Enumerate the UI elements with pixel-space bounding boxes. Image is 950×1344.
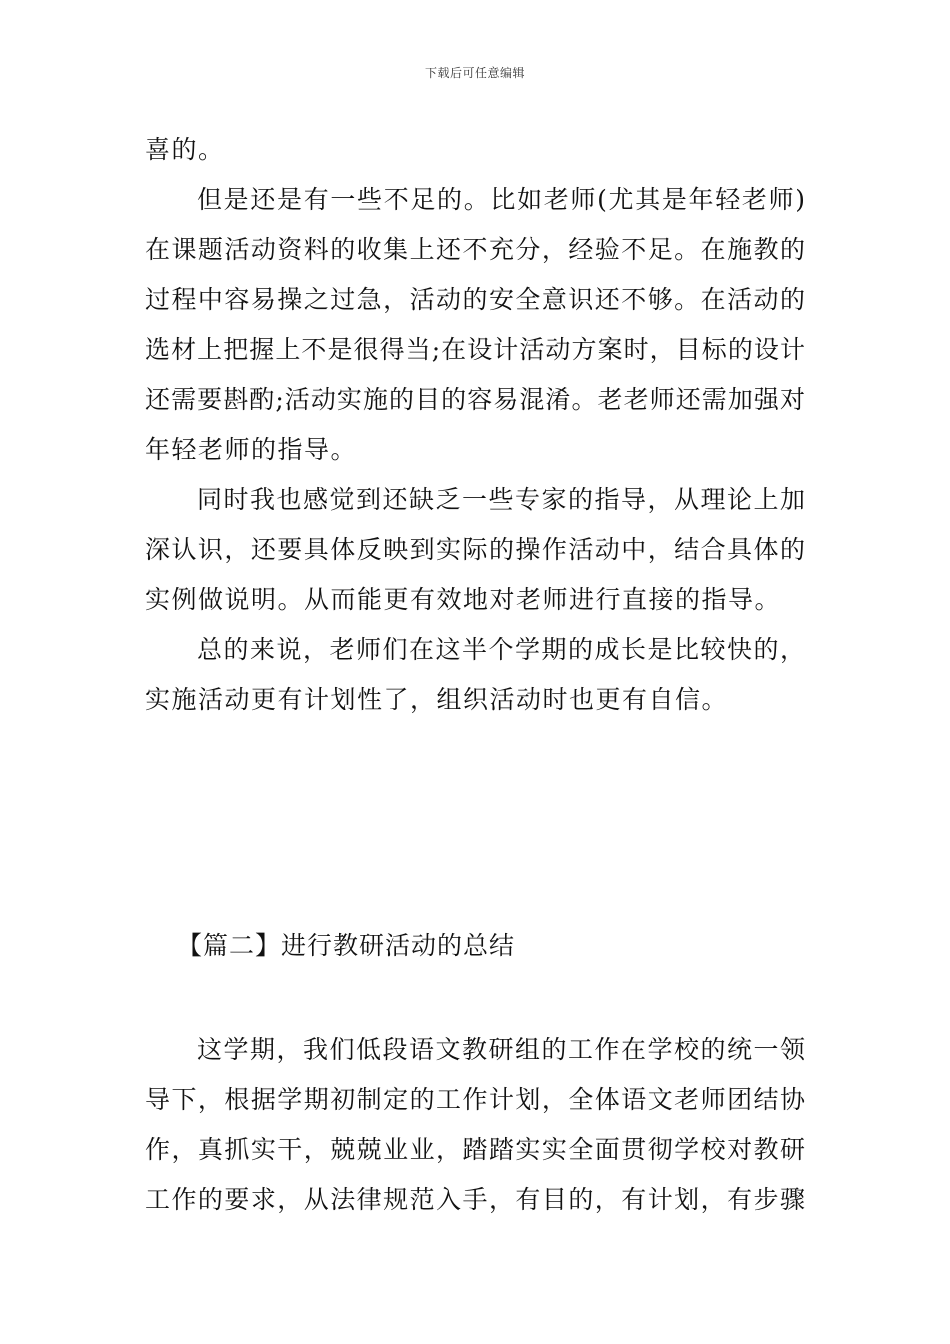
paragraph-line: 导下，根据学期初制定的工作计划，全体语文老师团结协 [145,1085,805,1114]
paragraph-line: 在课题活动资料的收集上还不充分，经验不足。在施教的 [145,235,805,264]
paragraph-line: 深认识，还要具体反映到实际的操作活动中，结合具体的 [145,535,805,564]
paragraph-line: 喜的。 [145,135,225,164]
paragraph-line: 过程中容易操之过急，活动的安全意识还不够。在活动的 [145,285,805,314]
paragraph-line: 作，真抓实干，兢兢业业，踏踏实实全面贯彻学校对教研 [145,1135,805,1164]
paragraph-line: 还需要斟酌;活动实施的目的容易混淆。老老师还需加强对 [145,385,805,414]
paragraph-line: 实例做说明。从而能更有效地对老师进行直接的指导。 [145,585,782,614]
paragraph-line: 实施活动更有计划性了，组织活动时也更有自信。 [145,685,729,714]
paragraph-line: 总的来说，老师们在这半个学期的成长是比较快的， [197,635,805,664]
paragraph-line: 但是还是有一些不足的。比如老师(尤其是年轻老师) [197,185,805,214]
paragraph-line: 这学期，我们低段语文教研组的工作在学校的统一领 [197,1035,805,1064]
paragraph-line: 年轻老师的指导。 [145,435,358,464]
paragraph-line: 选材上把握上不是很得当;在设计活动方案时，目标的设计 [145,335,805,364]
section-heading: 【篇二】进行教研活动的总结 [177,931,516,960]
paragraph-line: 同时我也感觉到还缺乏一些专家的指导，从理论上加 [197,485,805,514]
paragraph-line: 工作的要求，从法律规范入手，有目的，有计划，有步骤 [145,1185,805,1214]
page-header: 下载后可任意编辑 [424,66,525,80]
